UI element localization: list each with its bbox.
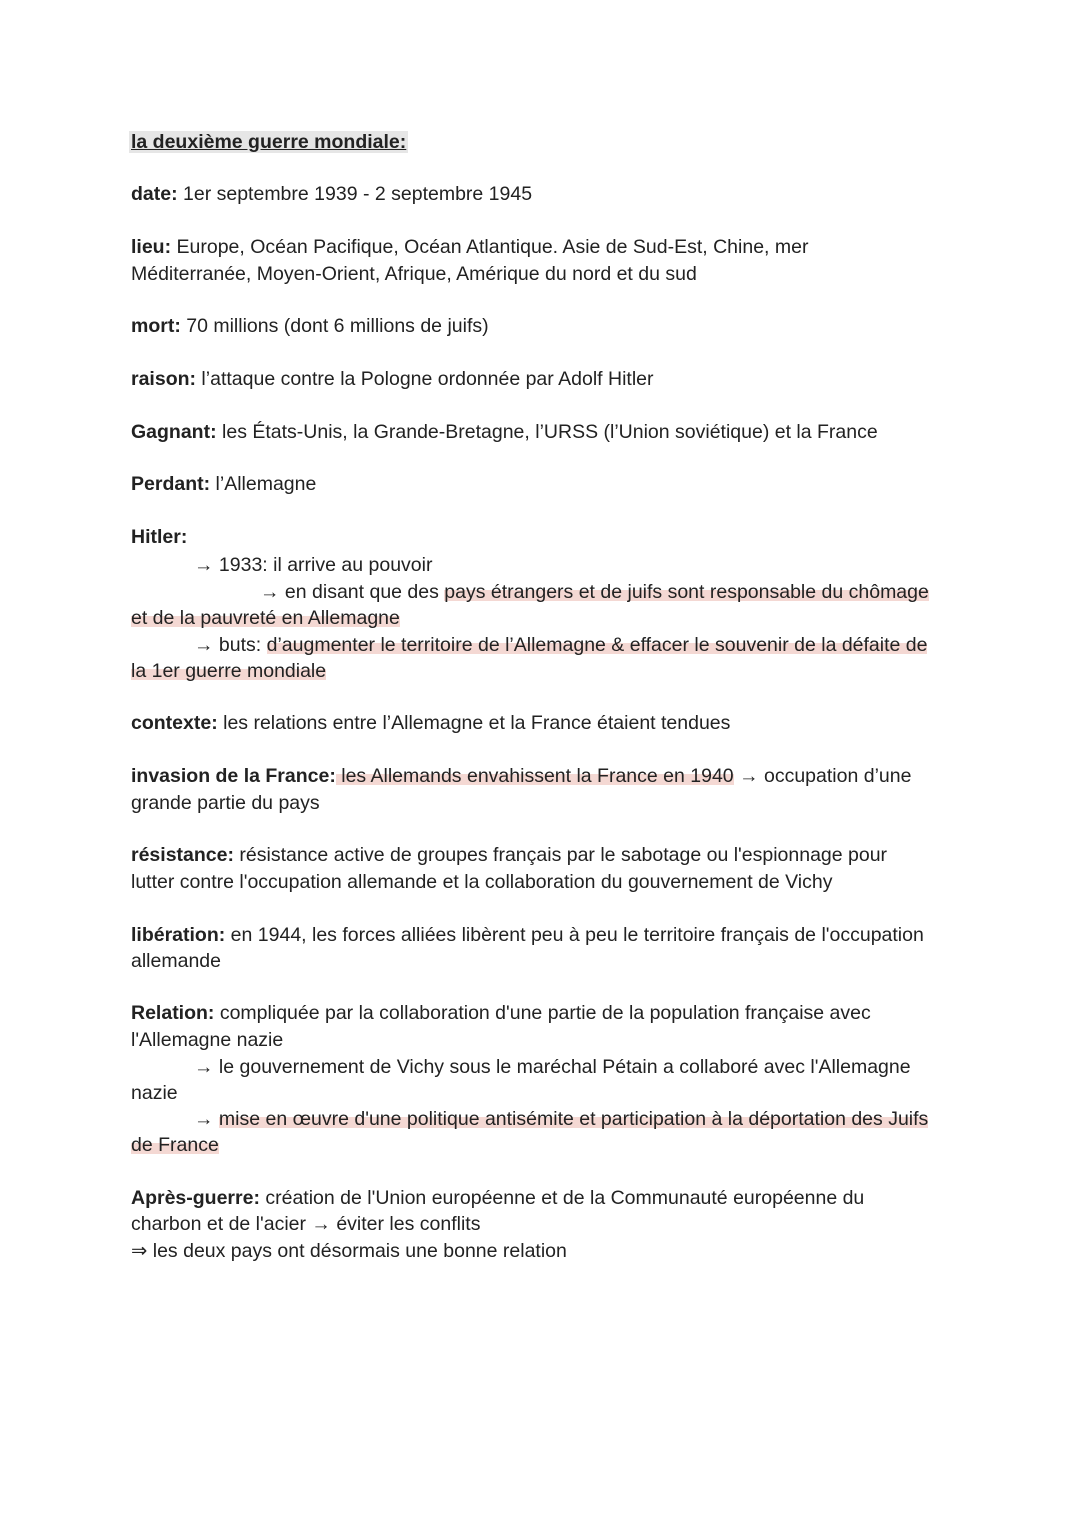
- document-title-line: [131, 129, 961, 156]
- apres-text-1: création de l'Union européenne et de la Communauté européenne du: [259, 1187, 865, 1209]
- relation-label: Relation:: [131, 1002, 215, 1024]
- relation-line-4: [131, 1080, 961, 1107]
- hitler-line-1: [194, 552, 1024, 579]
- invasion-label: invasion de la France:: [131, 765, 336, 787]
- invasion-text-2: grande partie du pays: [131, 792, 320, 814]
- lieu-text-1: Europe, Océan Pacifique, Océan Atlantique. Asie de Sud-Est, Chine, mer: [171, 236, 809, 258]
- gagnant-line: [131, 419, 961, 446]
- apres-line-1: [131, 1185, 961, 1212]
- relation-line-1: [131, 1000, 961, 1027]
- raison-line: [131, 366, 961, 393]
- contexte-line: [131, 710, 961, 737]
- relation-highlight-2: de France: [131, 1134, 219, 1156]
- gagnant-text: les États-Unis, la Grande-Bretagne, l’URSS (l’Union soviétique) et la France: [216, 421, 878, 443]
- liberation-text-2: allemande: [131, 950, 221, 972]
- relation-highlight-1: mise en œuvre d'une politique antisémite et participation à la déportation des Juifs: [218, 1108, 929, 1130]
- perdant-text: l’Allemagne: [210, 473, 317, 495]
- invasion-line-2: [131, 790, 961, 817]
- contexte-label: contexte:: [131, 712, 218, 734]
- raison-label: raison:: [131, 368, 197, 390]
- hitler-highlight-2: et de la pauvreté en Allemagne: [131, 607, 400, 629]
- hitler-line-4: [194, 632, 1024, 659]
- apres-label: Après-guerre:: [131, 1187, 260, 1209]
- hitler-text-2: → en disant que des: [260, 581, 445, 603]
- hitler-line-3: [131, 605, 961, 632]
- relation-line-6: [131, 1132, 961, 1159]
- hitler-line-5: [131, 658, 961, 685]
- invasion-highlight: les Allemands envahissent la France en 1940: [335, 765, 734, 787]
- relation-line-5: [194, 1106, 1024, 1133]
- apres-text-3: ⇒ les deux pays ont désormais une bonne relation: [131, 1240, 567, 1262]
- date-label: date:: [131, 183, 178, 205]
- hitler-highlight-3: d’augmenter le territoire de l’Allemagne & effacer le souvenir de la défaite de: [266, 634, 928, 656]
- resistance-text-2: lutter contre l'occupation allemande et la collaboration du gouvernement de Vichy: [131, 871, 833, 893]
- document-title: la deuxième guerre mondiale:: [131, 131, 407, 153]
- relation-line-2: [131, 1027, 961, 1054]
- liberation-line-2: [131, 948, 961, 975]
- hitler-highlight-4: la 1er guerre mondiale: [131, 660, 327, 682]
- lieu-line-1: [131, 234, 961, 261]
- relation-text-2: l'Allemagne nazie: [131, 1029, 284, 1051]
- lieu-label: lieu:: [131, 236, 172, 258]
- apres-line-2: [131, 1211, 961, 1238]
- apres-text-2: charbon et de l'acier → éviter les conflits: [131, 1213, 481, 1235]
- hitler-label-line: [131, 524, 961, 551]
- lieu-line-2: [131, 261, 961, 288]
- perdant-line: [131, 471, 961, 498]
- date-text: 1er septembre 1939 - 2 septembre 1945: [177, 183, 533, 205]
- relation-text-1: compliquée par la collaboration d'une partie de la population française avec: [214, 1002, 871, 1024]
- lieu-text-2: Méditerranée, Moyen-Orient, Afrique, Amérique du nord et du sud: [131, 263, 697, 285]
- relation-line-3: [194, 1054, 1024, 1081]
- apres-line-3: [131, 1238, 961, 1265]
- hitler-line-2: [260, 579, 1080, 606]
- hitler-label: Hitler:: [131, 526, 188, 548]
- invasion-line-1: [131, 763, 961, 790]
- liberation-label: libération:: [131, 924, 226, 946]
- relation-text-4: nazie: [131, 1082, 178, 1104]
- perdant-label: Perdant:: [131, 473, 211, 495]
- raison-text: l’attaque contre la Pologne ordonnée par Adolf Hitler: [196, 368, 654, 390]
- mort-text: 70 millions (dont 6 millions de juifs): [180, 315, 489, 337]
- resistance-label: résistance:: [131, 844, 234, 866]
- resistance-text-1: résistance active de groupes français par le sabotage ou l'espionnage pour: [233, 844, 888, 866]
- liberation-text-1: en 1944, les forces alliées libèrent peu à peu le territoire français de l'occupation: [225, 924, 924, 946]
- hitler-highlight-1: pays étrangers et de juifs sont responsable du chômage: [444, 581, 929, 603]
- relation-text-3: → le gouvernement de Vichy sous le maréchal Pétain a collaboré avec l'Allemagne: [194, 1056, 911, 1078]
- gagnant-label: Gagnant:: [131, 421, 217, 443]
- relation-arrow: →: [194, 1108, 219, 1130]
- hitler-text-1: → 1933: il arrive au pouvoir: [194, 554, 433, 576]
- invasion-text: → occupation d’une: [733, 765, 912, 787]
- date-line: [131, 181, 961, 208]
- hitler-text-4: → buts:: [194, 634, 267, 656]
- mort-line: [131, 313, 961, 340]
- resistance-line-2: [131, 869, 961, 896]
- contexte-text: les relations entre l’Allemagne et la France étaient tendues: [217, 712, 731, 734]
- resistance-line-1: [131, 842, 961, 869]
- mort-label: mort:: [131, 315, 181, 337]
- liberation-line-1: [131, 922, 961, 949]
